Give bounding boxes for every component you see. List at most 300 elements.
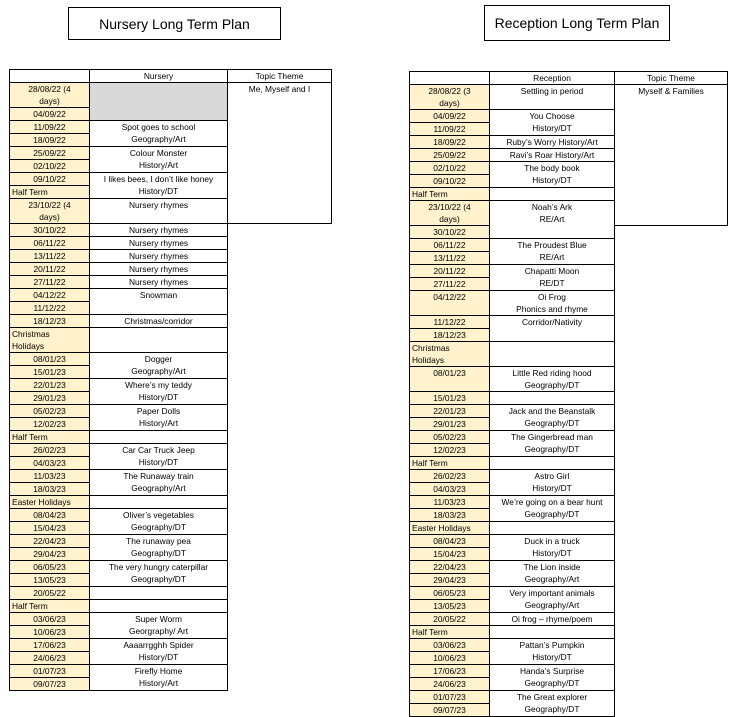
date-line: 02/10/22 bbox=[433, 163, 466, 173]
activity-cell bbox=[90, 509, 228, 535]
activity-title: Oi Frog bbox=[538, 292, 566, 302]
week-date bbox=[10, 678, 90, 691]
table-row bbox=[10, 613, 332, 626]
date-line: 25/09/22 bbox=[433, 150, 466, 160]
date-line: 12/02/23 bbox=[33, 419, 66, 429]
date-line: 06/05/23 bbox=[433, 588, 466, 598]
week-date bbox=[10, 250, 90, 263]
activity-subject: RE/DT bbox=[539, 278, 565, 288]
date-line: 06/11/22 bbox=[33, 238, 66, 248]
date-line: 10/06/23 bbox=[433, 653, 466, 663]
activity-cell bbox=[490, 431, 615, 457]
date-line: 30/10/22 bbox=[433, 227, 466, 237]
date-line: 06/11/22 bbox=[433, 240, 466, 250]
activity-subject: History/DT bbox=[138, 457, 179, 467]
week-date bbox=[10, 224, 90, 237]
break-label bbox=[10, 328, 90, 353]
date-line: 27/11/22 bbox=[33, 277, 66, 287]
week-date bbox=[410, 587, 490, 600]
week-date bbox=[410, 431, 490, 444]
date-line: 11/09/22 bbox=[33, 122, 66, 132]
activity-title: Super Worm bbox=[135, 614, 182, 624]
table-row bbox=[410, 367, 728, 392]
activity-cell bbox=[90, 431, 228, 444]
activity-cell bbox=[90, 199, 228, 224]
date-line: Christmas bbox=[412, 343, 450, 353]
week-date bbox=[10, 276, 90, 289]
activity-title: Paper Dolls bbox=[136, 406, 181, 416]
table-row bbox=[10, 289, 332, 302]
week-date bbox=[10, 199, 90, 224]
activity-title: The Runaway train bbox=[123, 471, 194, 481]
header-nursery: Nursery bbox=[90, 70, 228, 83]
week-date bbox=[10, 652, 90, 665]
week-date bbox=[410, 691, 490, 704]
activity-cell bbox=[490, 405, 615, 431]
date-line: 11/09/22 bbox=[433, 124, 466, 134]
activity-cell bbox=[490, 265, 615, 291]
activity-subject: Phonics and rhyme bbox=[516, 304, 588, 314]
activity-subject: Geography/Art bbox=[131, 366, 186, 376]
activity-cell bbox=[90, 121, 228, 147]
week-date bbox=[410, 252, 490, 265]
date-line: 20/05/22 bbox=[433, 614, 466, 624]
activity-subject: History/DT bbox=[138, 186, 179, 196]
date-line: Holidays bbox=[412, 355, 445, 365]
table-row bbox=[10, 250, 332, 263]
week-date bbox=[10, 587, 90, 600]
week-date bbox=[10, 379, 90, 392]
activity-title: Dogger bbox=[144, 354, 173, 364]
week-date bbox=[410, 110, 490, 123]
date-line: 13/11/22 bbox=[33, 251, 66, 261]
week-date bbox=[410, 496, 490, 509]
activity-subject: Geography/Art bbox=[524, 600, 580, 610]
break-label bbox=[10, 496, 90, 509]
week-date bbox=[410, 123, 490, 136]
week-date bbox=[410, 613, 490, 626]
topic-theme-cell bbox=[615, 85, 728, 226]
date-line: 11/03/23 bbox=[33, 471, 66, 481]
week-date bbox=[10, 418, 90, 431]
activity-title: You Choose bbox=[529, 111, 575, 121]
date-line: 29/04/23 bbox=[433, 575, 466, 585]
activity-cell bbox=[490, 587, 615, 613]
header-blank bbox=[410, 72, 490, 85]
table-row bbox=[410, 626, 728, 639]
week-date bbox=[10, 315, 90, 328]
activity-title: The Lion inside bbox=[523, 562, 581, 572]
date-line: 04/12/22 bbox=[433, 292, 466, 302]
break-label bbox=[410, 626, 490, 639]
topic-theme: Me, Myself and I bbox=[248, 84, 311, 94]
activity-subject: History/DT bbox=[138, 652, 179, 662]
date-line: 25/09/22 bbox=[33, 148, 66, 158]
table-row bbox=[10, 405, 332, 418]
date-line: 09/10/22 bbox=[433, 176, 466, 186]
activity-cell bbox=[90, 613, 228, 639]
week-date bbox=[10, 522, 90, 535]
date-line: 24/06/23 bbox=[433, 679, 466, 689]
date-line: 11/12/22 bbox=[433, 317, 466, 327]
activity-subject: Geography/DT bbox=[131, 522, 186, 532]
table-row bbox=[410, 522, 728, 535]
table-row bbox=[410, 265, 728, 278]
table-row bbox=[10, 315, 332, 328]
activity-cell bbox=[490, 496, 615, 522]
date-line: 10/06/23 bbox=[33, 627, 66, 637]
activity-title: The very hungry caterpillar bbox=[108, 562, 209, 572]
table-row bbox=[10, 431, 332, 444]
date-line: 02/10/22 bbox=[33, 161, 66, 171]
date-line: days) bbox=[439, 98, 460, 108]
activity-title: The runaway pea bbox=[126, 536, 191, 546]
date-line: 22/04/23 bbox=[433, 562, 466, 572]
activity-subject: Georgraphy/ Art bbox=[128, 626, 189, 636]
week-date bbox=[10, 237, 90, 250]
activity-cell bbox=[90, 561, 228, 587]
table-row bbox=[10, 587, 332, 600]
date-line: 17/06/23 bbox=[33, 640, 66, 650]
activity-cell bbox=[90, 315, 228, 328]
date-line: Half Term bbox=[12, 187, 48, 197]
activity-cell bbox=[490, 110, 615, 136]
date-line: Half Term bbox=[412, 458, 448, 468]
activity-cell bbox=[490, 522, 615, 535]
table-row bbox=[10, 276, 332, 289]
table-row bbox=[410, 85, 728, 110]
activity-title: The Great explorer bbox=[516, 692, 588, 702]
break-label bbox=[10, 600, 90, 613]
activity-title: Corridor/Nativity bbox=[521, 317, 583, 327]
activity-title: Christmas/corridor bbox=[124, 316, 193, 326]
table-row bbox=[410, 691, 728, 704]
date-line: 22/01/23 bbox=[33, 380, 66, 390]
activity-subject: Geography/Art bbox=[131, 483, 186, 493]
week-date bbox=[10, 613, 90, 626]
activity-title: Duck in a truck bbox=[524, 536, 580, 546]
topic-theme: Myself & Families bbox=[638, 86, 704, 96]
week-date bbox=[410, 316, 490, 329]
activity-cell bbox=[90, 535, 228, 561]
activity-title: The Gingerbread man bbox=[511, 432, 593, 442]
activity-title: Where’s my teddy bbox=[125, 380, 192, 390]
date-line: Christmas bbox=[12, 329, 50, 339]
activity-title: Nursery rhymes bbox=[128, 200, 189, 210]
activity-cell bbox=[490, 639, 615, 665]
activity-subject: Geography/DT bbox=[131, 548, 186, 558]
activity-cell bbox=[90, 405, 228, 431]
date-line: Half Term bbox=[12, 432, 48, 442]
date-line: 27/11/22 bbox=[433, 279, 466, 289]
activity-title: Settling in period bbox=[520, 86, 584, 96]
activity-title: Very important animals bbox=[509, 588, 595, 598]
week-date bbox=[10, 353, 90, 366]
activity-cell bbox=[490, 85, 615, 110]
week-date bbox=[410, 85, 490, 110]
reception-plan-table bbox=[409, 71, 728, 717]
table-row bbox=[410, 316, 728, 329]
activity-cell bbox=[490, 201, 615, 239]
date-line: 09/07/23 bbox=[33, 679, 66, 689]
activity-cell bbox=[490, 162, 615, 188]
date-line: Holidays bbox=[12, 341, 45, 351]
table-row bbox=[10, 328, 332, 353]
week-date bbox=[10, 626, 90, 639]
date-line: 20/11/22 bbox=[433, 266, 466, 276]
activity-cell bbox=[490, 149, 615, 162]
activity-subject: History/Art bbox=[138, 160, 179, 170]
table-row bbox=[10, 237, 332, 250]
date-line: days) bbox=[39, 212, 60, 222]
week-date bbox=[10, 108, 90, 121]
activity-cell bbox=[490, 626, 615, 639]
date-line: 04/09/22 bbox=[433, 111, 466, 121]
activity-title: Nursery rhymes bbox=[128, 251, 189, 261]
week-date bbox=[10, 263, 90, 276]
break-label bbox=[10, 431, 90, 444]
activity-title: We’re going on a bear hunt bbox=[501, 497, 603, 507]
table-row bbox=[410, 535, 728, 548]
date-line: 18/12/23 bbox=[433, 330, 466, 340]
activity-title: Colour Monster bbox=[129, 148, 188, 158]
date-line: 13/11/22 bbox=[433, 253, 466, 263]
date-line: 08/01/23 bbox=[433, 368, 466, 378]
week-date bbox=[10, 509, 90, 522]
week-date bbox=[410, 175, 490, 188]
activity-subject: Geography/Art bbox=[524, 574, 580, 584]
activity-title: Firefly Home bbox=[134, 666, 183, 676]
date-line: 01/07/23 bbox=[33, 666, 66, 676]
date-line: 29/01/23 bbox=[33, 393, 66, 403]
table-row bbox=[410, 405, 728, 418]
activity-subject: Geography/DT bbox=[524, 444, 580, 454]
table-row bbox=[410, 587, 728, 600]
activity-title: Handa’s Surprise bbox=[519, 666, 585, 676]
week-date bbox=[410, 392, 490, 405]
activity-subject: Geography/DT bbox=[131, 574, 186, 584]
date-line: Half Term bbox=[412, 627, 448, 637]
table-row bbox=[10, 561, 332, 574]
activity-cell bbox=[90, 496, 228, 509]
activity-cell bbox=[90, 250, 228, 263]
activity-title: Car Car Truck Jeep bbox=[122, 445, 195, 455]
week-date bbox=[10, 173, 90, 186]
date-line: 20/05/22 bbox=[33, 588, 66, 598]
date-line: 17/06/23 bbox=[433, 666, 466, 676]
table-row bbox=[410, 457, 728, 470]
activity-cell bbox=[90, 587, 228, 600]
date-line: 22/01/23 bbox=[433, 406, 466, 416]
table-row bbox=[410, 561, 728, 574]
date-line: 15/04/23 bbox=[33, 523, 66, 533]
week-date bbox=[10, 160, 90, 173]
activity-subject: History/DT bbox=[532, 483, 572, 493]
week-date bbox=[410, 444, 490, 457]
week-date bbox=[410, 665, 490, 678]
activity-cell bbox=[490, 367, 615, 392]
table-row bbox=[10, 470, 332, 483]
activity-subject: History/DT bbox=[532, 548, 572, 558]
date-line: days) bbox=[39, 96, 60, 106]
activity-cell bbox=[90, 147, 228, 173]
week-date bbox=[410, 639, 490, 652]
week-date bbox=[410, 600, 490, 613]
date-line: 11/03/23 bbox=[433, 497, 466, 507]
week-date bbox=[410, 574, 490, 587]
activity-subject: History/DT bbox=[532, 123, 572, 133]
activity-title: Pattan’s Pumpkin bbox=[519, 640, 585, 650]
activity-cell bbox=[90, 639, 228, 665]
activity-cell bbox=[490, 136, 615, 149]
activity-subject: Geography/DT bbox=[524, 704, 580, 714]
week-date bbox=[10, 134, 90, 147]
table-row bbox=[10, 600, 332, 613]
date-line: 04/09/22 bbox=[33, 109, 66, 119]
week-date bbox=[410, 367, 490, 392]
activity-cell bbox=[490, 470, 615, 496]
date-line: 28/08/22 (3 bbox=[428, 86, 471, 96]
activity-cell bbox=[90, 276, 228, 289]
week-date bbox=[10, 561, 90, 574]
activity-title: Oliver’s vegetables bbox=[123, 510, 194, 520]
date-line: Half Term bbox=[412, 189, 448, 199]
week-date bbox=[10, 535, 90, 548]
week-date bbox=[10, 444, 90, 457]
activity-subject: Geography/Art bbox=[131, 134, 186, 144]
activity-title: Ruby’s Worry History/Art bbox=[506, 137, 598, 147]
activity-title: Nursery rhymes bbox=[128, 277, 189, 287]
week-date bbox=[410, 652, 490, 665]
activity-subject: Geography/DT bbox=[524, 678, 580, 688]
activity-cell bbox=[490, 457, 615, 470]
date-line: Easter Holidays bbox=[412, 523, 471, 533]
date-line: 08/04/23 bbox=[33, 510, 66, 520]
week-date bbox=[410, 678, 490, 691]
date-line: 15/01/23 bbox=[33, 367, 66, 377]
week-date bbox=[10, 83, 90, 108]
date-line: Easter Holidays bbox=[12, 497, 71, 507]
activity-title: Astro Girl bbox=[534, 471, 570, 481]
date-line: Half Term bbox=[12, 601, 48, 611]
activity-cell bbox=[90, 224, 228, 237]
activity-cell bbox=[90, 600, 228, 613]
nursery-title-box bbox=[68, 7, 281, 40]
activity-title: Noah’s Ark bbox=[531, 202, 573, 212]
activity-cell bbox=[490, 342, 615, 367]
date-line: 15/01/23 bbox=[433, 393, 466, 403]
date-line: 03/06/23 bbox=[433, 640, 466, 650]
table-row bbox=[10, 444, 332, 457]
activity-subject: Geography/DT bbox=[524, 380, 580, 390]
table-row bbox=[10, 83, 332, 108]
activity-cell bbox=[90, 379, 228, 405]
date-line: 23/10/22 (4 bbox=[428, 202, 471, 212]
week-date bbox=[410, 329, 490, 342]
week-date bbox=[10, 483, 90, 496]
date-line: 28/08/22 (4 bbox=[28, 84, 71, 94]
break-label bbox=[410, 188, 490, 201]
date-line: 13/05/23 bbox=[433, 601, 466, 611]
week-date bbox=[410, 201, 490, 226]
activity-cell bbox=[90, 83, 228, 121]
date-line: 08/04/23 bbox=[433, 536, 466, 546]
activity-title: Nursery rhymes bbox=[128, 264, 189, 274]
date-line: 30/10/22 bbox=[33, 225, 66, 235]
table-row bbox=[410, 470, 728, 483]
activity-subject: Geography/DT bbox=[524, 418, 580, 428]
date-line: 26/02/23 bbox=[33, 445, 66, 455]
activity-title: Spot goes to school bbox=[121, 122, 196, 132]
week-date bbox=[410, 535, 490, 548]
week-date bbox=[10, 639, 90, 652]
activity-title: Chapatti Moon bbox=[524, 266, 580, 276]
week-date bbox=[10, 147, 90, 160]
activity-cell bbox=[90, 237, 228, 250]
header-reception: Reception bbox=[490, 72, 615, 85]
activity-title: I likes bees, I don’t like honey bbox=[103, 174, 214, 184]
activity-subject: History/Art bbox=[138, 418, 179, 428]
week-date bbox=[10, 405, 90, 418]
date-line: 05/02/23 bbox=[33, 406, 66, 416]
week-date bbox=[10, 470, 90, 483]
table-row bbox=[10, 535, 332, 548]
reception-title: Reception Long Term Plan bbox=[494, 15, 660, 31]
activity-cell bbox=[490, 188, 615, 201]
activity-subject: History/Art bbox=[138, 678, 179, 688]
date-line: 18/09/22 bbox=[33, 135, 66, 145]
activity-cell bbox=[490, 316, 615, 342]
week-date bbox=[10, 574, 90, 587]
activity-title: Jack and the Beanstalk bbox=[508, 406, 596, 416]
date-line: 24/06/23 bbox=[33, 653, 66, 663]
activity-cell bbox=[90, 289, 228, 315]
activity-title: Little Red riding hood bbox=[512, 368, 592, 378]
week-date bbox=[10, 665, 90, 678]
activity-title: Nursery rhymes bbox=[128, 238, 189, 248]
week-date bbox=[410, 509, 490, 522]
date-line: 18/03/23 bbox=[433, 510, 466, 520]
date-line: 04/12/22 bbox=[33, 290, 66, 300]
table-row bbox=[10, 509, 332, 522]
date-line: 12/02/23 bbox=[433, 445, 466, 455]
activity-cell bbox=[490, 665, 615, 691]
table-row bbox=[10, 353, 332, 366]
activity-cell bbox=[490, 291, 615, 316]
week-date bbox=[10, 289, 90, 302]
table-row bbox=[10, 263, 332, 276]
week-date bbox=[10, 366, 90, 379]
week-date bbox=[410, 548, 490, 561]
week-date bbox=[410, 483, 490, 496]
date-line: 01/07/23 bbox=[433, 692, 466, 702]
week-date bbox=[10, 121, 90, 134]
nursery-title: Nursery Long Term Plan bbox=[99, 15, 250, 32]
table-row bbox=[410, 496, 728, 509]
date-line: 15/04/23 bbox=[433, 549, 466, 559]
activity-subject: RE/Art bbox=[539, 214, 565, 224]
week-date bbox=[410, 405, 490, 418]
activity-cell bbox=[490, 535, 615, 561]
date-line: 13/05/23 bbox=[33, 575, 66, 585]
date-line: 22/04/23 bbox=[33, 536, 66, 546]
activity-title: Oi frog – rhyme/poem bbox=[511, 614, 593, 624]
table-row bbox=[410, 342, 728, 367]
activity-cell bbox=[90, 173, 228, 199]
table-row bbox=[10, 665, 332, 678]
date-line: 29/01/23 bbox=[433, 419, 466, 429]
activity-cell bbox=[90, 328, 228, 353]
